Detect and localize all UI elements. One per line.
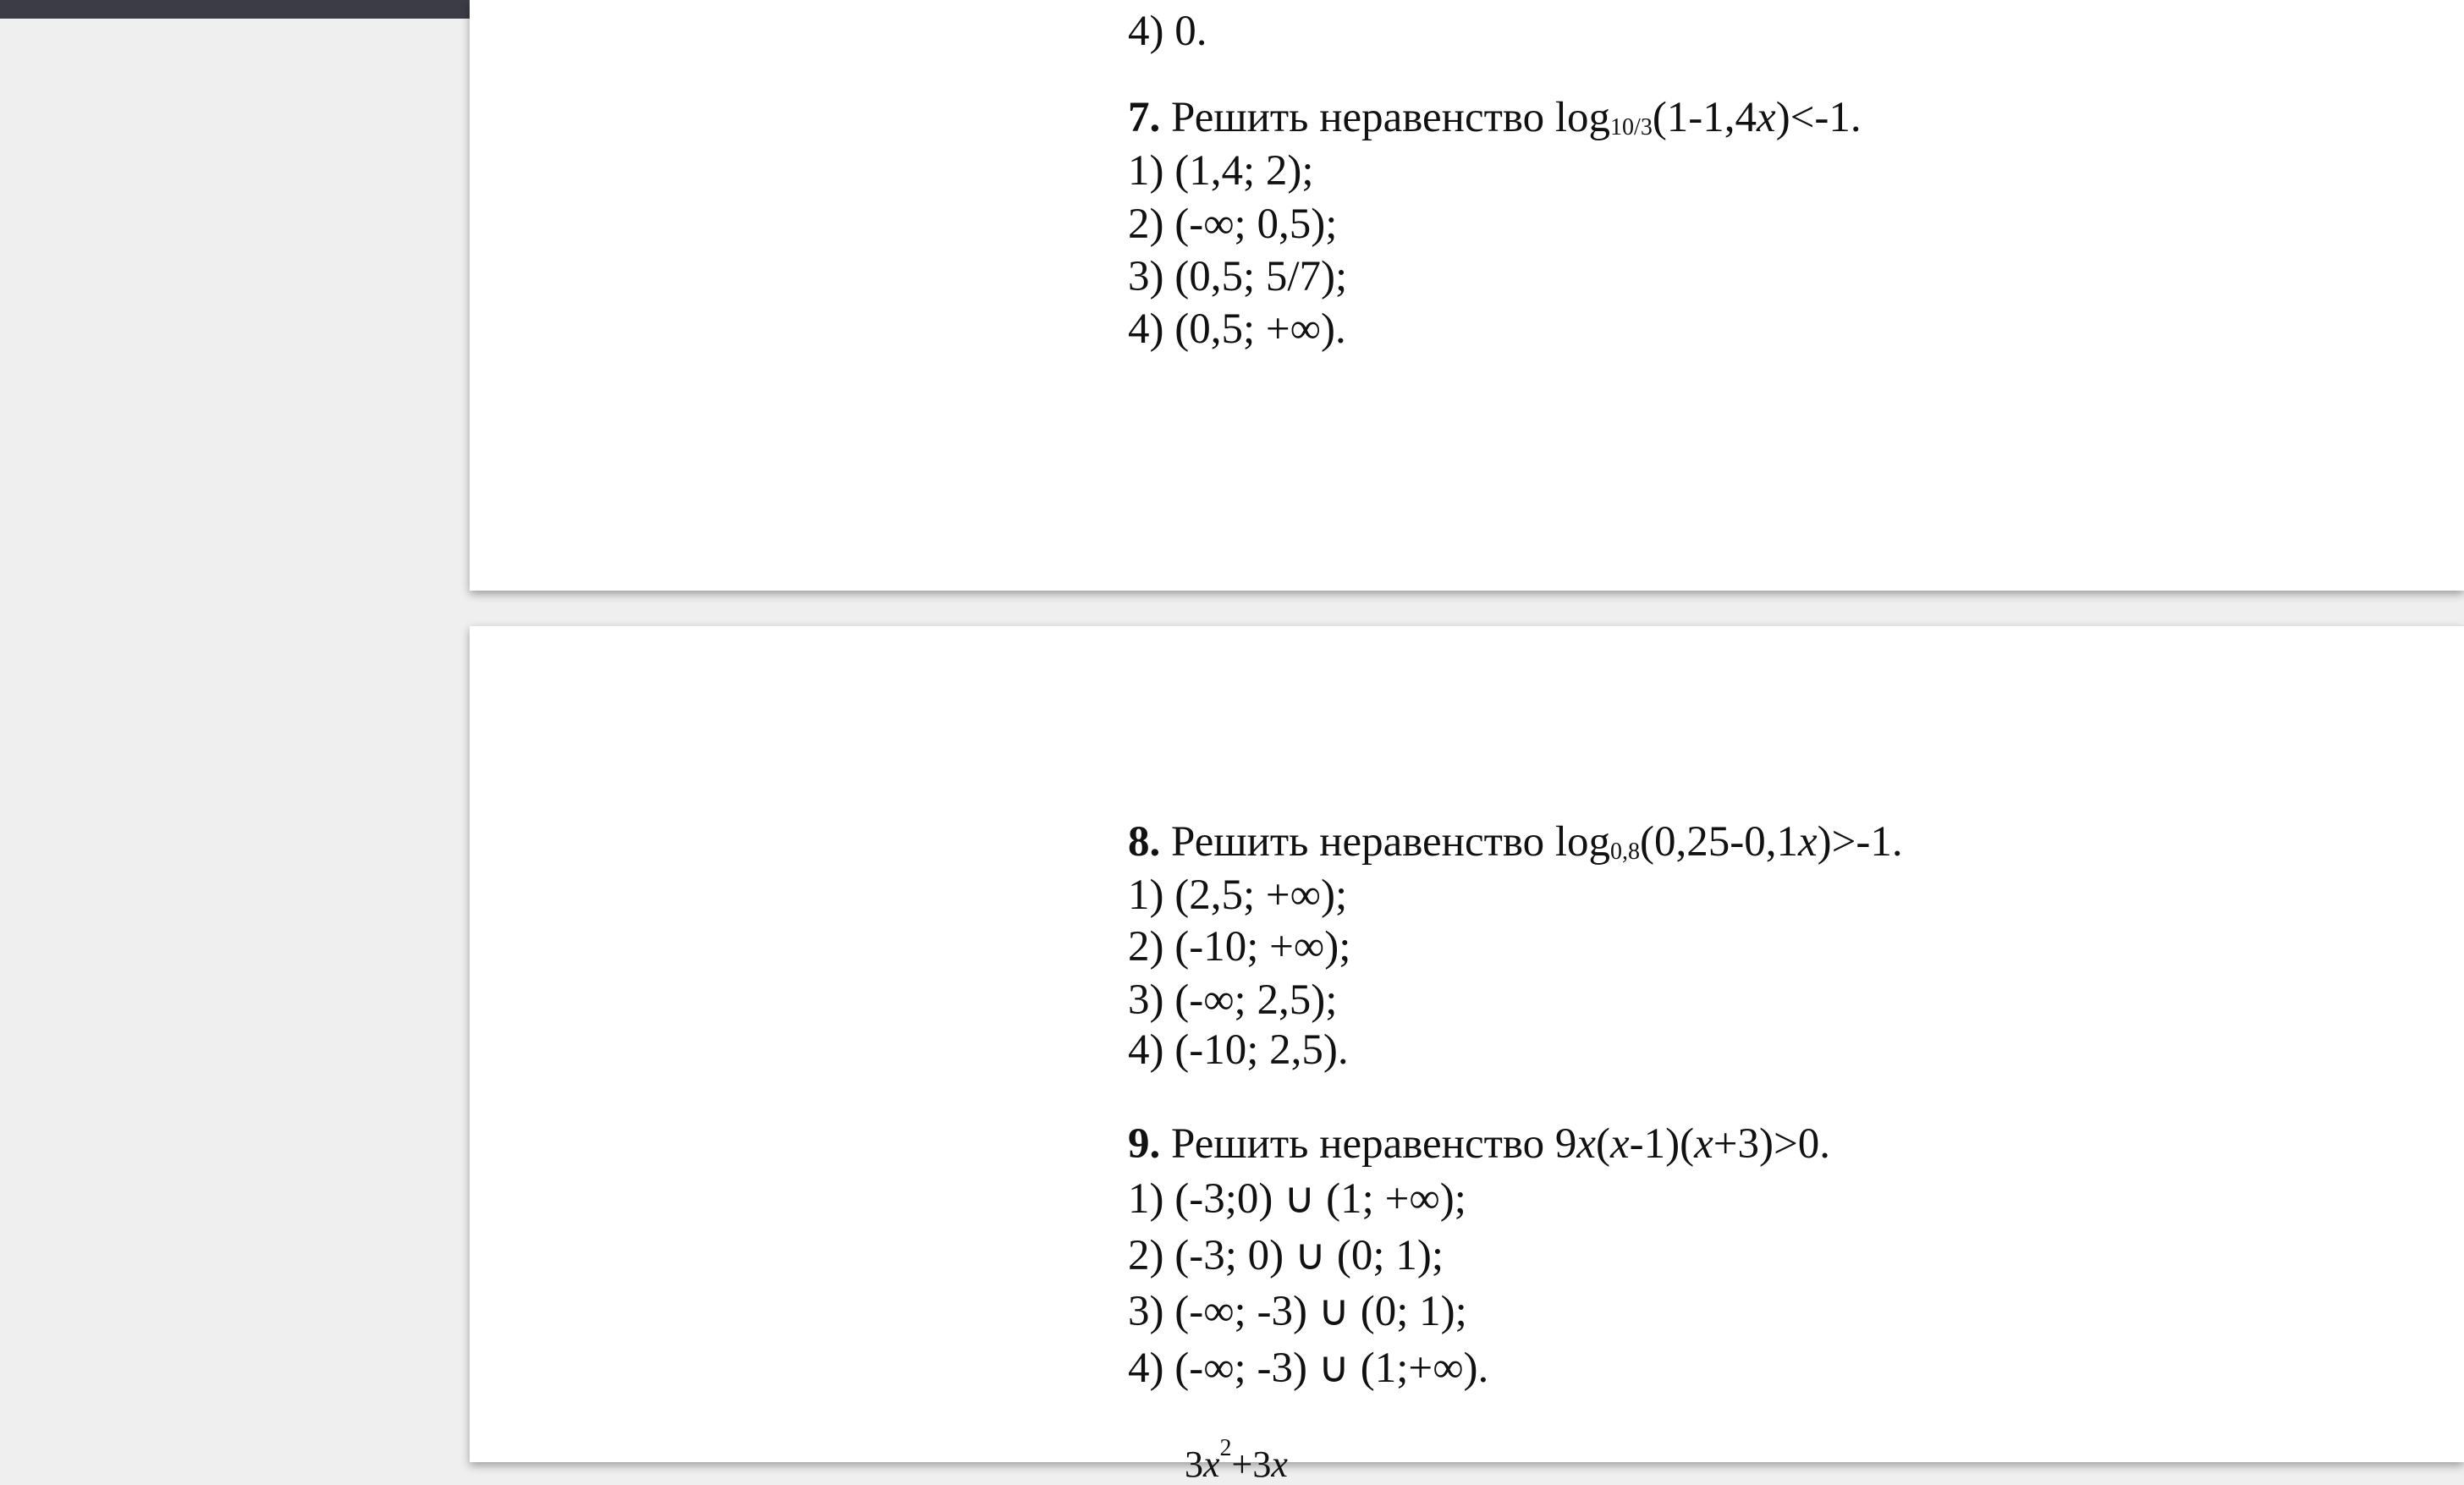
formula-fragment bbox=[1185, 1437, 1288, 1483]
answer-option: 2) (-3; 0) ∪ (0; 1); bbox=[1128, 1232, 1444, 1279]
argument-open: (1-1,4 bbox=[1652, 94, 1757, 141]
expression-part: -1)( bbox=[1629, 1120, 1695, 1168]
variable: x bbox=[1798, 818, 1818, 866]
variable: x bbox=[1271, 1444, 1288, 1485]
answer-option: 3) (0,5; 5/7); bbox=[1128, 253, 1348, 300]
variable: x bbox=[1576, 1120, 1597, 1168]
log-base: 10/3 bbox=[1610, 114, 1653, 141]
argument-close: )>-1. bbox=[1817, 818, 1903, 866]
prev-answer-option: 4) 0. bbox=[1128, 8, 1207, 55]
answer-option: 3) (-∞; -3) ∪ (0; 1); bbox=[1128, 1288, 1467, 1335]
question-number: 8. bbox=[1128, 818, 1161, 866]
question-9-statement bbox=[1128, 1120, 1830, 1168]
answer-option: 4) (-∞; -3) ∪ (1;+∞). bbox=[1128, 1345, 1489, 1392]
expression-part: +3)>0. bbox=[1713, 1120, 1830, 1168]
argument-open: (0,25-0,1 bbox=[1640, 818, 1799, 866]
argument-close: )<-1. bbox=[1775, 94, 1862, 141]
term: +3 bbox=[1231, 1444, 1272, 1485]
answer-option: 2) (-∞; 0,5); bbox=[1128, 201, 1338, 248]
answer-option: 2) (-10; +∞); bbox=[1128, 923, 1351, 971]
answer-option: 1) (1,4; 2); bbox=[1128, 147, 1314, 195]
expression-part: ( bbox=[1596, 1120, 1610, 1168]
answer-option: 1) (-3;0) ∪ (1; +∞); bbox=[1128, 1175, 1466, 1223]
variable: x bbox=[1694, 1120, 1713, 1168]
answer-option: 4) (-10; 2,5). bbox=[1128, 1026, 1349, 1074]
question-number: 7. bbox=[1128, 94, 1161, 141]
log-base: 0,8 bbox=[1610, 839, 1641, 866]
answer-option: 3) (-∞; 2,5); bbox=[1128, 976, 1338, 1024]
variable: x bbox=[1610, 1120, 1630, 1168]
statement-prefix: Решить неравенство log bbox=[1171, 94, 1611, 141]
coefficient: 3 bbox=[1185, 1444, 1203, 1485]
statement-prefix: Решить неравенство log bbox=[1171, 818, 1611, 866]
answer-option: 1) (2,5; +∞); bbox=[1128, 872, 1348, 919]
variable: x bbox=[1757, 94, 1776, 141]
statement-prefix: Решить неравенство 9 bbox=[1171, 1120, 1577, 1168]
question-7-statement bbox=[1128, 96, 1862, 140]
page-1 bbox=[470, 0, 2464, 591]
exponent: 2 bbox=[1219, 1435, 1232, 1461]
question-number: 9. bbox=[1128, 1120, 1161, 1168]
question-8-statement bbox=[1128, 818, 1903, 866]
page-2 bbox=[470, 626, 2464, 1485]
variable: x bbox=[1203, 1444, 1220, 1485]
answer-option: 4) (0,5; +∞). bbox=[1128, 305, 1346, 353]
